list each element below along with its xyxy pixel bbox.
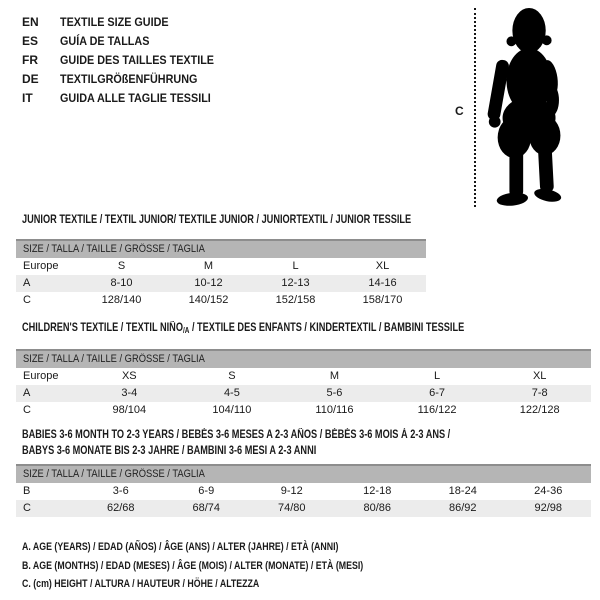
row-label-cell: C xyxy=(23,294,31,306)
row-label-cell: Europe xyxy=(23,370,59,382)
size-value-cell: 24-36 xyxy=(534,485,563,497)
table-title-subscript: /A xyxy=(182,326,190,335)
size-value-cell: 104/110 xyxy=(212,404,252,416)
size-value-cell: S xyxy=(228,370,236,382)
size-table-section-children xyxy=(16,322,591,419)
language-name: GUÍA DE TALLAS xyxy=(60,34,150,48)
size-value-cell: 3-6 xyxy=(112,485,129,497)
size-value-cell: 152/158 xyxy=(275,294,316,306)
language-code: DE xyxy=(22,72,39,86)
row-label-cell: C xyxy=(23,502,31,514)
size-value-cell: 9-12 xyxy=(280,485,303,497)
size-value-cell: 68/74 xyxy=(192,502,221,514)
size-table-section-babies xyxy=(16,427,591,517)
language-code: FR xyxy=(22,53,38,67)
table-row xyxy=(16,275,426,292)
size-header-text: SIZE / TALLA / TAILLE / GRÖSSE / TAGLIA xyxy=(23,353,205,365)
size-value-cell: 74/80 xyxy=(277,502,306,514)
footnote-line: B. AGE (MONTHS) / EDAD (MESES) / ÂGE (MOIS) / ALTER (MONATE) / ETÀ (MESI) xyxy=(22,559,364,572)
table-row xyxy=(16,292,426,309)
table-row xyxy=(16,368,591,385)
size-header-cell xyxy=(16,465,591,483)
size-value-cell: 128/140 xyxy=(101,294,142,306)
table-row xyxy=(16,258,426,275)
size-value-cell: 4-5 xyxy=(223,387,240,399)
language-name: GUIDA ALLE TAGLIE TESSILI xyxy=(60,91,211,105)
language-name: TEXTILGRÖßENFÜHRUNG xyxy=(60,72,198,86)
language-title-list xyxy=(22,13,231,108)
table-title-line-1: BABIES 3-6 MONTH TO 2-3 YEARS / BEBÉS 3-6 MESES A 2-3 AÑOS / BÉBÉS 3-6 MOIS À 2-3 ANS / xyxy=(22,429,451,441)
size-value-cell: 98/104 xyxy=(112,404,147,416)
footnote-line: A. AGE (YEARS) / EDAD (AÑOS) / ÂGE (ANS) / ALTER (JAHRE) / ETÀ (ANNI) xyxy=(22,541,339,553)
size-value-cell: 86/92 xyxy=(448,502,477,514)
size-header-cell xyxy=(16,240,426,258)
size-value-cell: 62/68 xyxy=(106,502,135,514)
language-row xyxy=(22,51,231,70)
language-name: GUIDE DES TAILLES TEXTILE xyxy=(60,53,215,67)
size-value-cell: 116/122 xyxy=(417,404,457,416)
row-label-cell: Europe xyxy=(23,260,59,272)
size-value-cell: 10-12 xyxy=(194,277,223,289)
size-value-cell: XL xyxy=(375,260,390,272)
language-row xyxy=(22,70,231,89)
size-value-cell: 3-4 xyxy=(121,387,138,399)
table-title-line-2: BABYS 3-6 MONATE BIS 2-3 JAHRE / BAMBINI 3-6 MESI A 2-3 ANNI xyxy=(22,445,317,457)
size-value-cell: XS xyxy=(121,370,137,382)
size-value-cell: L xyxy=(292,260,299,272)
table-row xyxy=(16,402,591,419)
size-value-cell: L xyxy=(434,370,441,382)
language-code: ES xyxy=(22,34,39,48)
size-value-cell: 12-18 xyxy=(363,485,392,497)
row-label-cell: B xyxy=(23,485,31,497)
size-header-row xyxy=(16,240,426,258)
language-row xyxy=(22,13,231,32)
row-label-cell: A xyxy=(23,277,31,289)
baby-silhouette-icon xyxy=(484,6,579,212)
size-table xyxy=(16,464,591,517)
size-table xyxy=(16,239,426,309)
size-value-cell: 6-9 xyxy=(198,485,215,497)
height-measure-line xyxy=(474,8,476,207)
size-value-cell: 80/86 xyxy=(363,502,392,514)
size-header-text: SIZE / TALLA / TAILLE / GRÖSSE / TAGLIA xyxy=(23,468,205,480)
table-title-text xyxy=(22,322,464,337)
size-header-cell xyxy=(16,350,591,368)
size-value-cell: S xyxy=(117,260,126,272)
table-title xyxy=(22,322,591,337)
table-title-text: JUNIOR TEXTILE / TEXTIL JUNIOR/ TEXTILE JUNIOR / JUNIORTEXTIL / JUNIOR TESSILE xyxy=(22,214,412,226)
size-table xyxy=(16,349,591,419)
language-name: TEXTILE SIZE GUIDE xyxy=(60,15,169,29)
size-value-cell: XL xyxy=(532,370,547,382)
size-header-text: SIZE / TALLA / TAILLE / GRÖSSE / TAGLIA xyxy=(23,243,205,255)
language-code: IT xyxy=(22,91,33,105)
size-value-cell: 6-7 xyxy=(429,387,446,399)
footnotes xyxy=(22,537,600,593)
table-row xyxy=(16,500,591,517)
size-value-cell: 158/170 xyxy=(362,294,403,306)
language-code: EN xyxy=(22,15,39,29)
table-title-text-post: / TEXTILE DES ENFANTS / KINDERTEXTIL / BAMBINI TESSILE xyxy=(189,322,465,334)
size-value-cell: 8-10 xyxy=(110,277,133,289)
size-value-cell: 14-16 xyxy=(368,277,397,289)
size-table-section-junior xyxy=(16,214,426,309)
size-value-cell: 122/128 xyxy=(519,404,560,416)
size-value-cell: 18-24 xyxy=(448,485,477,497)
size-value-cell: 110/116 xyxy=(315,404,354,416)
size-value-cell: 140/152 xyxy=(188,294,229,306)
size-value-cell: 5-6 xyxy=(326,387,343,399)
size-value-cell: 7-8 xyxy=(531,387,548,399)
size-header-row xyxy=(16,350,591,368)
size-header-row xyxy=(16,465,591,483)
table-row xyxy=(16,483,591,500)
table-title xyxy=(22,427,591,459)
language-row xyxy=(22,32,231,51)
table-title-text-pre: CHILDREN'S TEXTILE / TEXTIL NIÑO xyxy=(22,322,183,334)
size-value-cell: M xyxy=(329,370,340,382)
row-label-cell: C xyxy=(23,404,31,416)
height-measure-label: C xyxy=(455,104,464,118)
size-value-cell: 92/98 xyxy=(534,502,563,514)
row-label-cell: A xyxy=(23,387,31,399)
table-title xyxy=(22,214,426,227)
table-row xyxy=(16,385,591,402)
size-value-cell: 12-13 xyxy=(281,277,310,289)
language-row xyxy=(22,89,231,108)
footnote-line: C. (cm) HEIGHT / ALTURA / HAUTEUR / HÖHE / ALTEZZA xyxy=(22,578,260,590)
size-value-cell: M xyxy=(203,260,214,272)
